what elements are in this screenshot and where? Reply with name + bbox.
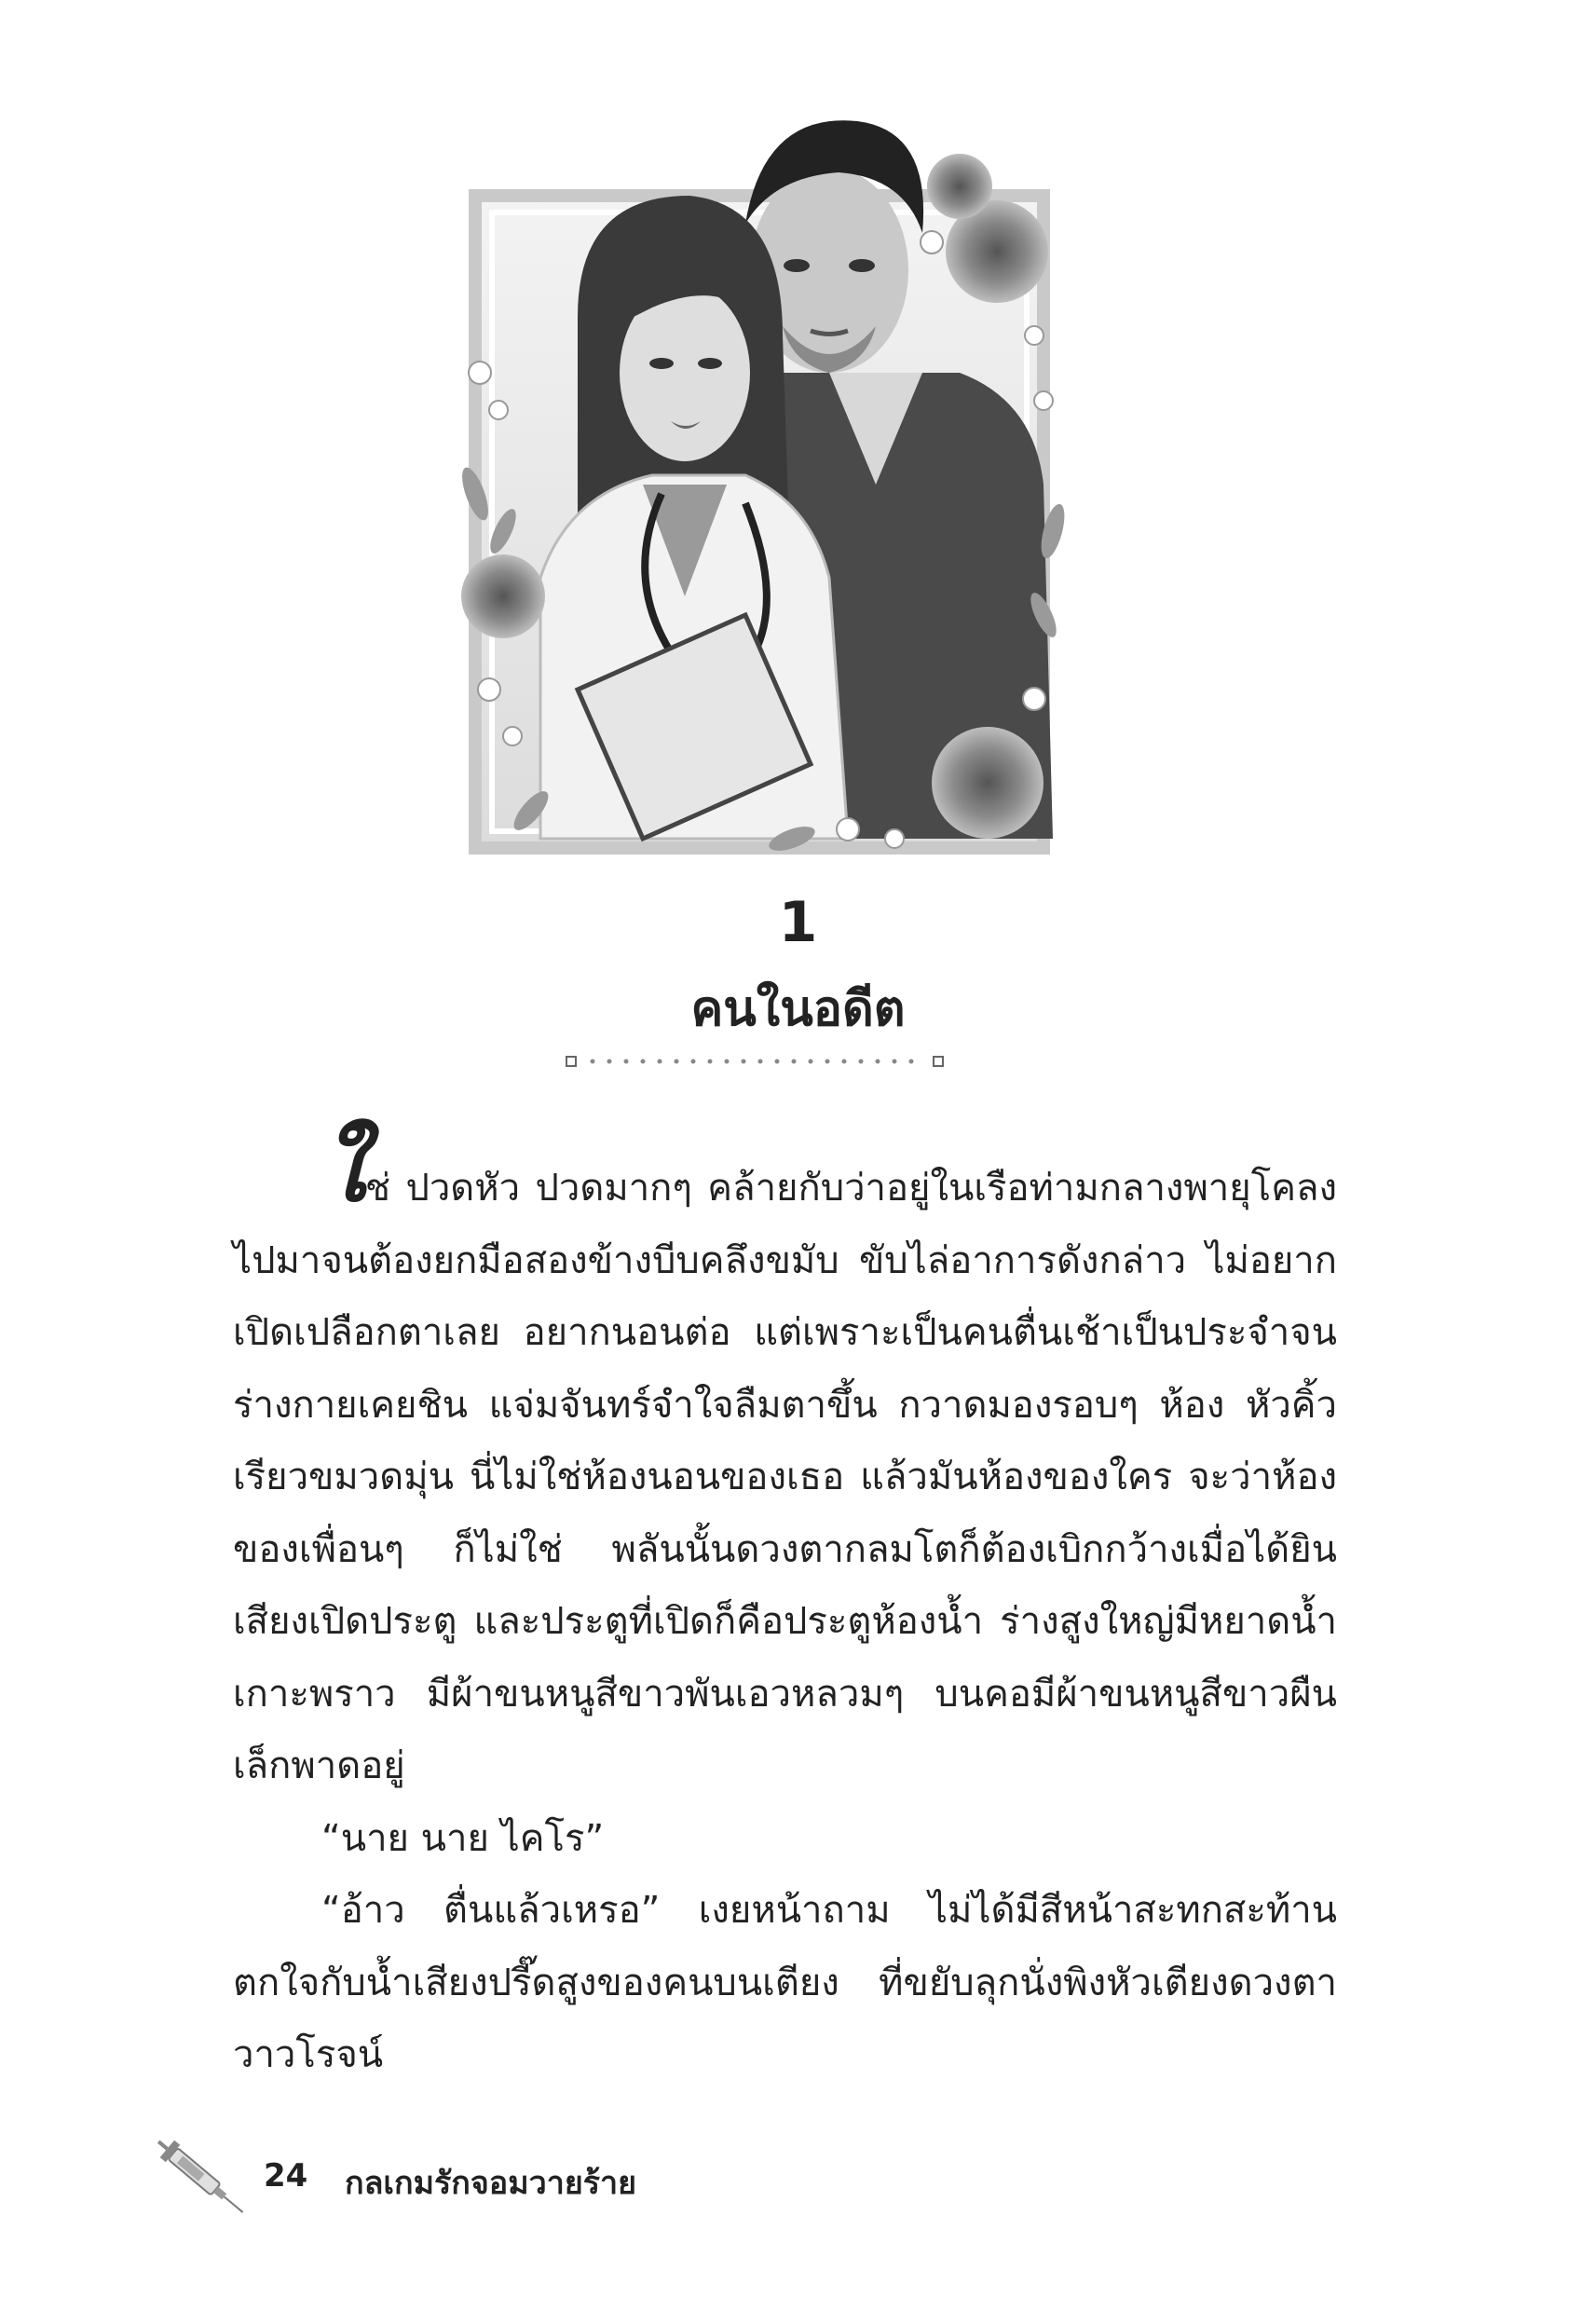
paragraph-3: “อ้าว ตื่นแล้วเหรอ” เงยหน้าถาม ไม่ได้มีสีหน้าสะทกสะท้านตกใจกับน้ำเสียงปรี๊ดสูงของคนบนเตียง ที่ขยับลุกนั่งพิงหัวเตียงดวงตาวาวโรจน์ (233, 1889, 1337, 2076)
paragraph-2: “นาย นาย ไคโร” (321, 1816, 605, 1860)
title-divider (565, 1053, 947, 1072)
page-number: 24 (264, 2157, 308, 2195)
drop-cap: ใ (321, 1116, 365, 1222)
syringe-icon (154, 2129, 256, 2232)
paragraph-1 (233, 1116, 1337, 1803)
book-title: กลเกมรักจอมวายร้าย (345, 2165, 637, 2202)
chapter-number: 1 (778, 890, 818, 955)
chapter-title: คนในอดีต (690, 981, 906, 1037)
paragraph-1-text: ช่ ปวดหัว ปวดมากๆ คล้ายกับว่าอยู่ในเรือท่ามกลางพายุโคลงไปมาจนต้องยกมือสองข้างบีบคลึงขมับ ขับไล่อาการดังกล่าว ไม่อยากเปิดเปลือกตาเลย อยากนอนต่อ แต่เพราะเป็นคนตื่นเช้าเป็นประจำจนร่างกายเคยชิน แจ่มจันทร์จำใจลืมตาขึ้น กวาดมองรอบๆ ห้อง หัวคิ้วเรียวขมวดมุ่น นี่ไม่ใช่ห้องนอนของเธอ แล้วมันห้องของใคร จะว่าห้องของเพื่อนๆ ก็ไม่ใช่ พลันนั้นดวงตากลมโตก็ต้องเบิกกว้างเมื่อได้ยินเสียงเปิดประตู และประตูที่เปิดก็คือประตูห้องน้ำ ร่างสูงใหญ่มีหยาดน้ำเกาะพราว มีผ้าขนหนูสีขาวพันเอวหลวมๆ บนคอมีผ้าขนหนูสีขาวผืนเล็กพาดอยู่ (233, 1167, 1337, 1787)
chapter-body (233, 1116, 1337, 2092)
chapter-illustration (438, 93, 1090, 895)
page-footer (154, 2129, 992, 2232)
